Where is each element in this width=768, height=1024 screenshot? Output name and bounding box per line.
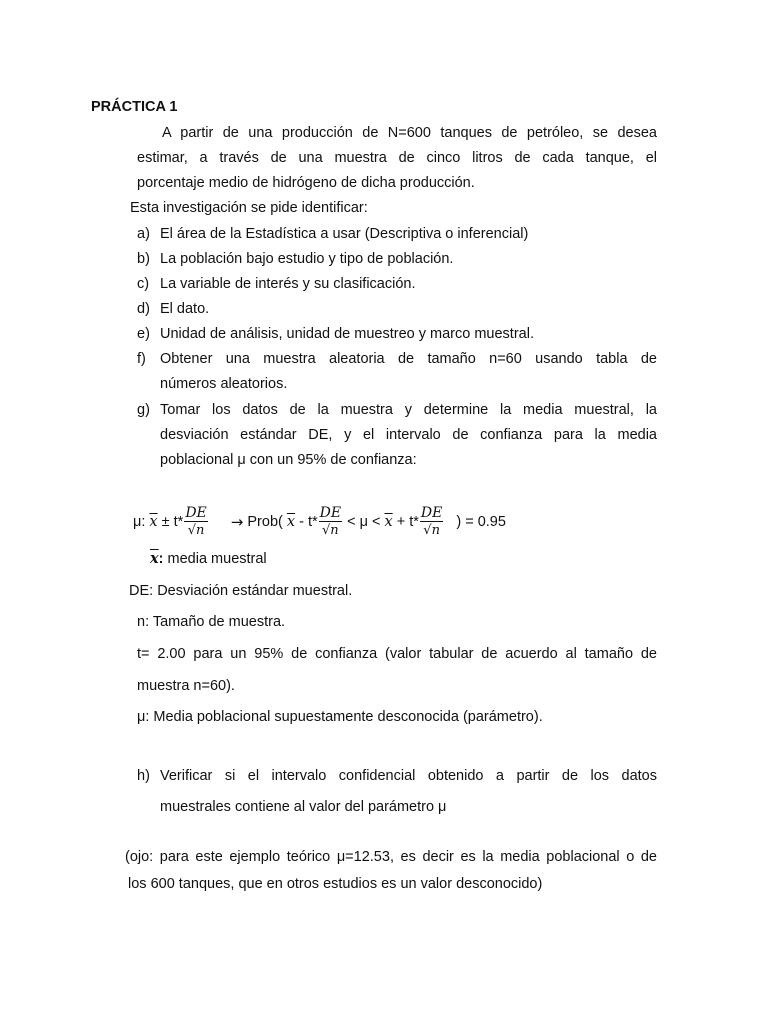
fraction-denominator: √n (423, 523, 440, 538)
formula-prob-open: Prob( (247, 514, 283, 530)
fraction-denominator: √n (322, 523, 339, 538)
list-letter: c) (137, 276, 150, 292)
list-letter: d) (137, 301, 150, 317)
formula-minus-t: - t* (299, 514, 318, 530)
formula-pm: ± t* (161, 514, 184, 530)
list-item-text: muestrales contiene al valor del parámetro μ (160, 799, 447, 815)
xbar-definition-text: media muestral (163, 551, 267, 567)
list-item-text: Unidad de análisis, unidad de muestreo y marco muestral. (160, 326, 534, 342)
intro-line: porcentaje medio de hidrógeno de dicha producción. (137, 175, 475, 191)
arrow-icon: → (230, 513, 244, 531)
list-letter: b) (137, 251, 150, 267)
list-item-text: La población bajo estudio y tipo de población. (160, 251, 454, 267)
list-item-text: números aleatorios. (160, 376, 288, 392)
list-item-text: Obtener una muestra aleatoria de tamaño n=60 usando tabla de (160, 351, 657, 367)
formula-plus-t: + t* (396, 514, 419, 530)
page-title: PRÁCTICA 1 (91, 99, 178, 115)
formula-lt-mu-lt: < μ < (347, 514, 381, 530)
definition-t-line: muestra n=60). (137, 678, 235, 694)
list-item-text: Verificar si el intervalo confidencial obtenido a partir de los datos (160, 768, 657, 784)
intro-paragraph (137, 121, 657, 196)
list-letter: h) (137, 768, 150, 784)
formula-fraction (420, 505, 443, 539)
list-item-text: El dato. (160, 301, 210, 317)
definition-de: DE: Desviación estándar muestral. (129, 583, 353, 599)
xbar-colon: : (158, 551, 164, 567)
formula-xbar: $\overline{x}$ (286, 514, 296, 530)
intro-line: estimar, a través de una muestra de cinco litros de cada tanque, el (137, 150, 657, 166)
fraction-numerator: DE (420, 505, 443, 521)
definition-n: n: Tamaño de muestra. (137, 614, 286, 630)
list-letter: f) (137, 351, 146, 367)
intro-line: A partir de una producción de N=600 tanques de petróleo, se desea (162, 125, 657, 141)
definition-xbar (150, 549, 267, 569)
instructions-text: Esta investigación se pide identificar: (130, 200, 368, 216)
list-letter: a) (137, 226, 150, 242)
definition-mu: μ: Media poblacional supuestamente desconocida (parámetro). (137, 709, 543, 725)
list-letter: g) (137, 402, 150, 418)
definition-t-line: t= 2.00 para un 95% de confianza (valor tabular de acuerdo al tamaño de (137, 646, 657, 662)
formula-mu-prefix: μ: (133, 514, 146, 530)
note-line: los 600 tanques, que en otros estudios es un valor desconocido) (128, 876, 543, 892)
fraction-numerator: DE (185, 505, 207, 521)
list-letter: e) (137, 326, 150, 342)
note-line: (ojo: para este ejemplo teórico μ=12.53, es decir es la media poblacional o de (125, 849, 657, 865)
fraction-numerator: DE (319, 505, 342, 521)
confidence-interval-formula (133, 500, 506, 544)
list-item-text: Tomar los datos de la muestra y determine la media muestral, la (160, 402, 657, 418)
formula-fraction (184, 505, 207, 539)
list-item-text: poblacional μ con un 95% de confianza: (160, 452, 417, 468)
xbar-symbol: $\overline{x}$ (150, 550, 159, 567)
formula-close: ) = 0.95 (456, 514, 506, 530)
formula-xbar: $\overline{x}$ (149, 514, 158, 530)
list-item-text: desviación estándar DE, y el intervalo de confianza para la media (160, 427, 657, 443)
list-item-text: La variable de interés y su clasificación. (160, 276, 416, 292)
formula-fraction (319, 505, 342, 539)
formula-xbar: $\overline{x}$ (384, 514, 393, 530)
fraction-denominator: √n (187, 523, 205, 538)
list-item-text: El área de la Estadística a usar (Descriptiva o inferencial) (160, 226, 529, 242)
